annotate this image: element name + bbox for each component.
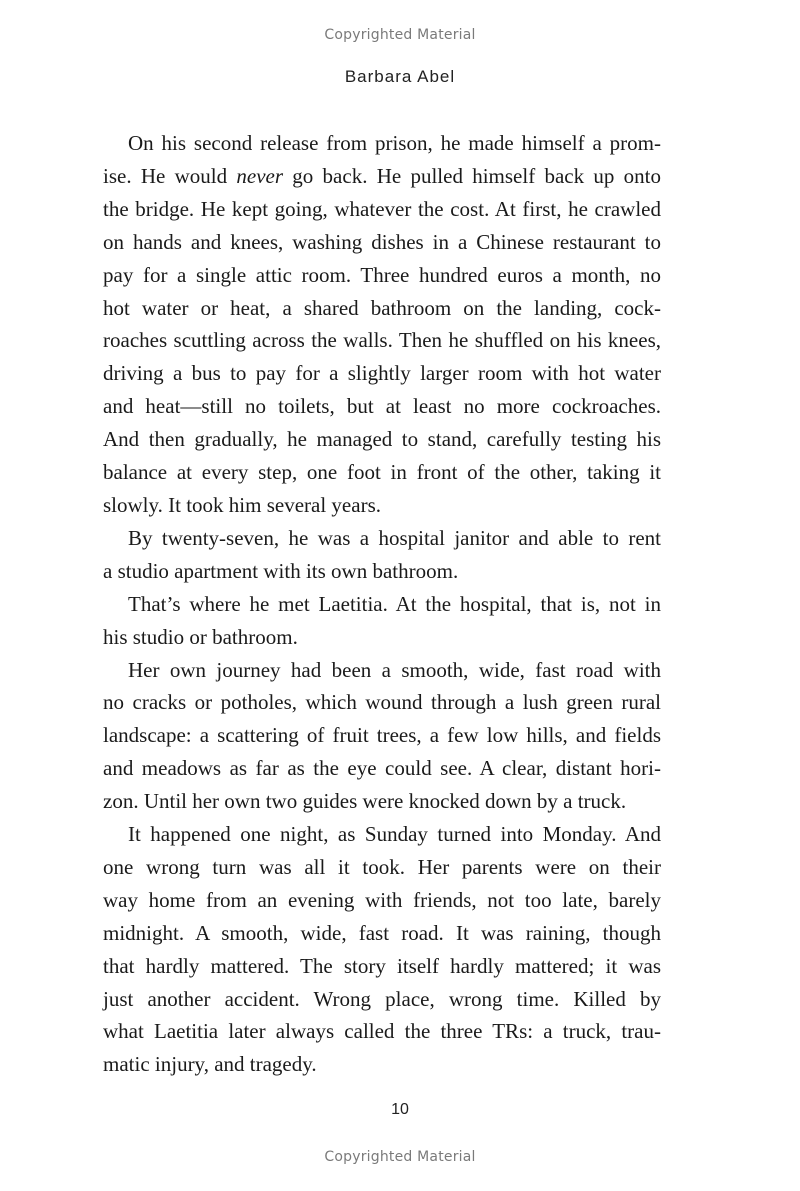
text-line: a studio apartment with its own bathroom. [103,558,459,583]
text-line: landscape: a scattering of fruit trees, a few low hills, and fields [103,723,661,748]
text-line: On his second release from prison, he made himself a prom- [128,131,661,155]
text-line [103,160,661,193]
running-head-author: Barbara Abel [344,67,456,86]
italic-emphasis: never [236,163,284,188]
copyright-watermark-top: Copyrighted Material [324,27,476,43]
text-line: zon. Until her own two guides were knocked down by a truck. [103,789,627,814]
text-line: his studio or bathroom. [103,624,298,649]
paragraph [103,522,661,588]
text-line: and heat—still no toilets, but at least no more cockroaches. [103,394,661,419]
paragraph [103,127,661,522]
body-text [103,127,661,1081]
text-line: on hands and knees, washing dishes in a Chinese restaurant to [103,229,661,254]
text-run: go back. He pulled himself back up onto [283,163,661,188]
text-line: the bridge. He kept going, whatever the cost. At first, he crawled [103,196,661,221]
text-line: what Laetitia later always called the three TRs: a truck, trau- [103,1019,661,1044]
text-line: slowly. It took him several years. [103,492,381,517]
text-line: matic injury, and tragedy. [103,1052,317,1077]
paragraph [103,818,661,1081]
text-line: And then gradually, he managed to stand, carefully testing his [103,427,661,452]
text-line: It happened one night, as Sunday turned into Monday. And [128,822,661,847]
text-line: That’s where he met Laetitia. At the hospital, that is, not in [128,591,661,616]
paragraph [103,654,661,819]
text-run: ise. He would [103,163,237,188]
text-line: roaches scuttling across the walls. Then he shuffled on his knees, [103,328,661,353]
text-line: way home from an evening with friends, not too late, barely [103,887,661,912]
text-line: no cracks or potholes, which wound through a lush green rural [103,690,661,715]
text-line: hot water or heat, a shared bathroom on the landing, cock- [103,295,661,320]
text-line: and meadows as far as the eye could see. A clear, distant hori- [103,756,661,781]
text-line: balance at every step, one foot in front of the other, taking it [103,460,661,485]
page-number: 10 [391,1101,409,1118]
text-line: pay for a single attic room. Three hundred euros a month, no [103,262,661,287]
text-line: one wrong turn was all it took. Her parents were on their [103,854,661,879]
text-line: Her own journey had been a smooth, wide, fast road with [128,657,661,682]
copyright-watermark-bottom: Copyrighted Material [324,1149,476,1165]
text-line: By twenty-seven, he was a hospital janitor and able to rent [128,525,661,550]
text-line: driving a bus to pay for a slightly larger room with hot water [103,361,661,386]
text-line: just another accident. Wrong place, wrong time. Killed by [103,986,661,1011]
paragraph [103,588,661,654]
text-line: midnight. A smooth, wide, fast road. It was raining, though [103,920,661,945]
text-line: that hardly mattered. The story itself hardly mattered; it was [103,953,661,978]
